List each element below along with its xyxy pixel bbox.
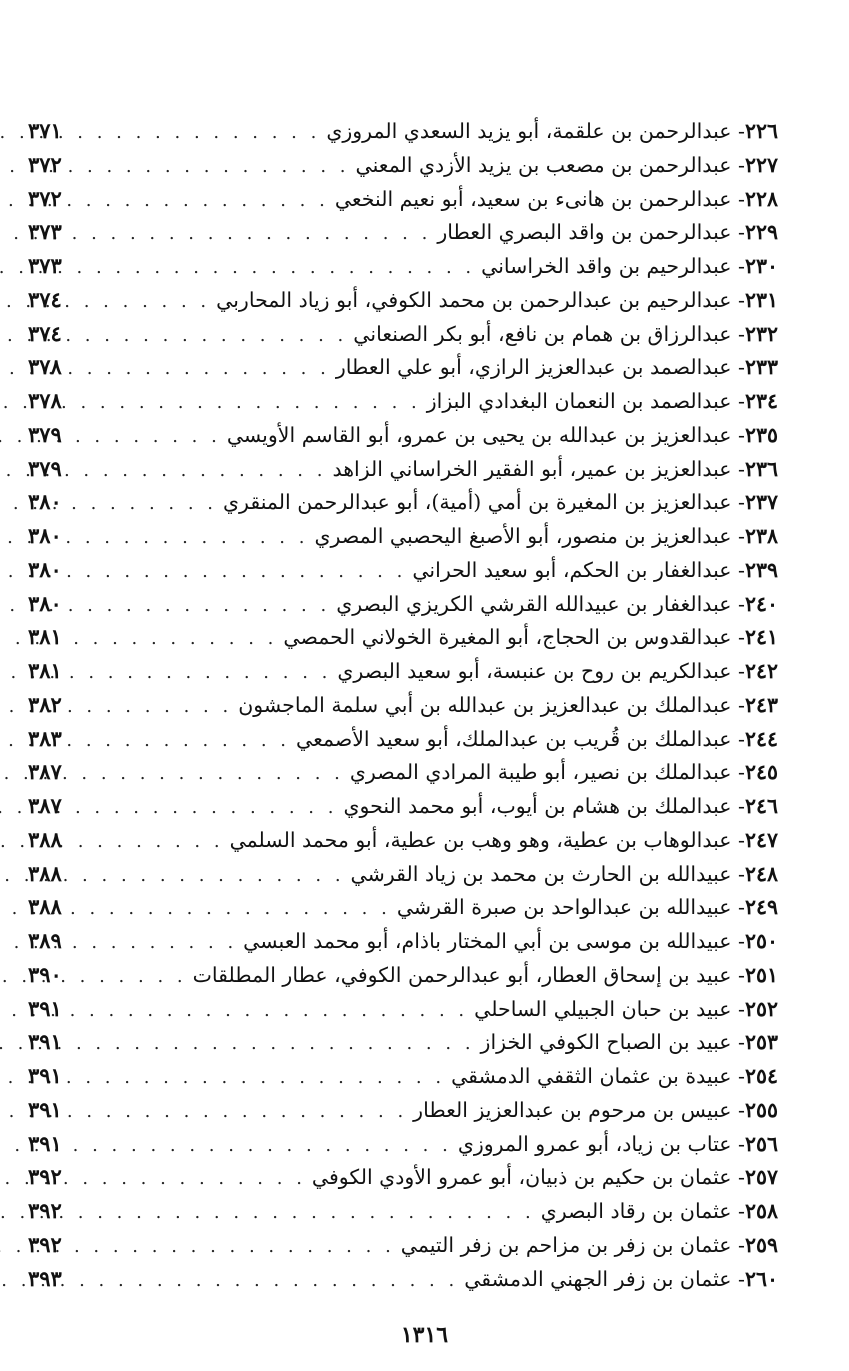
- dot-leader: [86, 892, 397, 926]
- entry-title: عثمان بن رقاد البصري: [540, 1199, 732, 1223]
- page-number: ٣٧٤: [28, 286, 62, 312]
- entry-title: عثمان بن زفر الجهني الدمشقي: [464, 1266, 732, 1291]
- dot-leader: [86, 184, 335, 218]
- entry-number: ٢٥١: [744, 962, 778, 987]
- toc-entry: ٢٢٦- عبدالرحمن بن علقمة، أبو يزيد السعدي المروزي: [326, 119, 778, 143]
- toc-row: [28, 857, 778, 891]
- entry-title: عبيدة بن عثمان الثقفي الدمشقي: [451, 1064, 732, 1088]
- toc-entry: ٢٥٧- عثمان بن حكيم بن ذبيان، أبو عمرو الأودي الكوفي: [311, 1165, 778, 1190]
- toc-entry: ٢٣٢- عبدالرزاق بن همام بن نافع، أبو بكر الصنعاني: [353, 321, 778, 346]
- entry-number: ٢٣٩: [744, 557, 778, 582]
- entry-title: عبدالصمد بن عبدالعزيز الرازي، أبو علي العطار: [335, 355, 732, 380]
- dot-leader: [86, 285, 216, 319]
- toc-row: [28, 1228, 778, 1262]
- toc-row: [28, 1194, 778, 1228]
- toc-row: [28, 722, 778, 756]
- dot-leader: [86, 487, 223, 521]
- page-number: ٣٧٢: [28, 185, 62, 211]
- entry-title: عبدالملك بن هشام بن أيوب، أبو محمد النحوي: [343, 794, 732, 818]
- toc-entry: ٢٥٦- عتاب بن زياد، أبو عمرو المروزي: [457, 1131, 778, 1156]
- page-number: ٣٩١: [28, 1063, 62, 1088]
- entry-title: عبدالقدوس بن الحجاج، أبو المغيرة الخولاني الحمصي: [283, 625, 732, 650]
- toc-entry: ٢٦٠- عثمان بن زفر الجهني الدمشقي: [464, 1266, 778, 1291]
- page-number: ٣٧٣: [28, 253, 62, 278]
- entry-number: ٢٤١: [744, 625, 778, 650]
- page-number: ٣٨٩: [28, 928, 62, 953]
- entry-number: ٢٥٦: [744, 1131, 778, 1156]
- toc-entry: ٢٣٥- عبدالعزيز بن عبدالله بن يحيى بن عمرو، أبو القاسم الأويسي: [226, 422, 778, 447]
- toc-entry: ٢٣٣- عبدالصمد بن عبدالعزيز الرازي، أبو علي العطار: [335, 355, 778, 380]
- page-number: ٣٩١: [28, 995, 62, 1021]
- toc-row: [28, 654, 778, 688]
- dot-leader: [86, 960, 193, 994]
- entry-number: ٢٣٦: [744, 456, 778, 481]
- entry-title: عبيد بن إسحاق العطار، أبو عبدالرحمن الكوفي، عطار المطلقات: [192, 962, 732, 987]
- entry-number: ٢٣٥: [744, 422, 778, 447]
- toc-row: [28, 249, 778, 283]
- page-number: ٣٩١: [28, 1096, 62, 1122]
- toc-row: [28, 215, 778, 249]
- toc-row: [28, 1025, 778, 1059]
- entry-number: ٢٣٨: [744, 524, 778, 548]
- entry-number: ٢٣٧: [744, 490, 778, 515]
- page-number: ٣٧٩: [28, 455, 62, 481]
- dot-leader: [86, 724, 296, 758]
- toc-row: [28, 1059, 778, 1093]
- dot-leader: [86, 791, 343, 825]
- page-number: ٣٩١: [28, 1029, 62, 1055]
- dot-leader: [86, 251, 481, 285]
- toc-row: [28, 384, 778, 418]
- entry-number: ٢٢٩: [744, 220, 778, 245]
- toc-entry: ٢٤٣- عبدالملك بن عبدالعزيز بن عبدالله بن أبي سلمة الماجشون: [238, 692, 778, 717]
- toc-entry: ٢٣٠- عبدالرحيم بن واقد الخراساني: [481, 254, 778, 278]
- toc-entry: ٢٥٤- عبيدة بن عثمان الثقفي الدمشقي: [451, 1064, 778, 1088]
- entry-number: ٢٤٣: [744, 692, 778, 717]
- dot-leader: [86, 150, 356, 184]
- page-number: ٣٨٠: [28, 523, 62, 548]
- entry-title: عتاب بن زياد، أبو عمرو المروزي: [457, 1131, 732, 1156]
- page-number: ٣٩٠: [28, 961, 62, 987]
- entry-title: عبدالرحمن بن واقد البصري العطار: [437, 220, 732, 245]
- entry-title: عثمان بن زفر بن مزاحم بن زفر التيمي: [400, 1232, 732, 1257]
- entry-title: عبدالعزيز بن المغيرة بن أمي (أمية)، أبو عبدالرحمن المنقري: [223, 490, 732, 515]
- dot-leader: [86, 217, 437, 251]
- entry-number: ٢٥٩: [744, 1232, 778, 1257]
- dot-leader: [86, 420, 227, 454]
- page-number: ٣٨٧: [28, 793, 62, 818]
- entry-number: ٢٥٤: [744, 1064, 778, 1088]
- toc-row: [28, 755, 778, 789]
- dot-leader: [86, 1162, 312, 1196]
- toc-entry: ٢٤٢- عبدالكريم بن روح بن عنبسة، أبو سعيد البصري: [337, 659, 778, 683]
- dot-leader: [86, 555, 412, 589]
- toc-row: [28, 1127, 778, 1161]
- toc-entry: ٢٥٨- عثمان بن رقاد البصري: [540, 1199, 778, 1223]
- entry-number: ٢٦٠: [744, 1266, 778, 1291]
- toc-row: [28, 924, 778, 958]
- toc-row: [28, 452, 778, 486]
- toc-row: [28, 992, 778, 1026]
- toc-row: [28, 317, 778, 351]
- page-number: ٣٨٨: [28, 860, 62, 886]
- toc-row: [28, 553, 778, 587]
- toc-entry: ٢٤٩- عبيدالله بن عبدالواحد بن صبرة القرشي: [396, 895, 778, 920]
- toc-entry: ٢٥٩- عثمان بن زفر بن مزاحم بن زفر التيمي: [400, 1232, 778, 1257]
- toc-entry: ٢٥٣- عبيد بن الصباح الكوفي الخزاز: [480, 1030, 778, 1055]
- page-number: ٣٨٠: [28, 489, 62, 515]
- toc-entry: ٢٤٤- عبدالملك بن قُريب بن عبدالملك، أبو سعيد الأصمعي: [296, 726, 778, 751]
- toc-row: [28, 283, 778, 317]
- dot-leader: [86, 926, 243, 960]
- toc-entry: ٢٥١- عبيد بن إسحاق العطار، أبو عبدالرحمن الكوفي، عطار المطلقات: [192, 962, 778, 987]
- toc-row: [28, 1160, 778, 1194]
- entry-number: ٢٢٧: [744, 152, 778, 177]
- toc-entry: ٢٢٧- عبدالرحمن بن مصعب بن يزيد الأزدي المعني: [355, 152, 778, 177]
- entry-number: ٢٣٤: [744, 389, 778, 413]
- page-number: ٣٨٣: [28, 725, 62, 751]
- dot-leader: [86, 454, 332, 488]
- dot-leader: [86, 116, 326, 150]
- dot-leader: [86, 521, 314, 555]
- toc-row: [28, 148, 778, 182]
- entry-title: عبدالصمد بن النعمان البغدادي البزاز: [426, 389, 732, 413]
- toc-row: [28, 418, 778, 452]
- entry-title: عبدالرزاق بن همام بن نافع، أبو بكر الصنعاني: [353, 321, 732, 346]
- entry-title: عبدالعزيز بن عمير، أبو الفقير الخراساني الزاهد: [332, 456, 732, 481]
- toc-row: [28, 688, 778, 722]
- dot-leader: [86, 656, 337, 690]
- entry-number: ٢٤٤: [744, 726, 778, 751]
- entry-number: ٢٤٠: [744, 591, 778, 616]
- dot-leader: [86, 757, 350, 791]
- entry-title: عبدالغفار بن الحكم، أبو سعيد الحراني: [412, 557, 732, 582]
- dot-leader: [86, 1230, 401, 1264]
- page-number: ٣٩٢: [28, 1198, 62, 1223]
- entry-title: عبدالكريم بن روح بن عنبسة، أبو سعيد البصري: [337, 659, 732, 683]
- page-number: ٣٩١: [28, 1130, 62, 1156]
- page-number: ٣٧٢: [28, 151, 62, 177]
- page-number: ٣٩٢: [28, 1164, 62, 1190]
- entry-number: ٢٤٦: [744, 794, 778, 818]
- entry-number: ٢٤٩: [744, 895, 778, 920]
- page-folio: ١٣١٦: [400, 1322, 449, 1348]
- page-number: ٣٧١: [28, 118, 62, 143]
- dot-leader: [86, 1264, 464, 1298]
- page-number: ٣٧٨: [28, 388, 62, 413]
- dot-leader: [86, 352, 336, 386]
- dot-leader: [86, 1027, 481, 1061]
- toc-entry: ٢٢٨- عبدالرحمن بن هانىء بن سعيد، أبو نعيم النخعي: [334, 186, 778, 211]
- dot-leader: [86, 622, 283, 656]
- dot-leader: [86, 1196, 541, 1230]
- dot-leader: [86, 589, 336, 623]
- page-number: ٣٧٤: [28, 320, 62, 346]
- entry-title: عبدالملك بن نصير، أبو طيبة المرادي المصري: [349, 760, 732, 785]
- dot-leader: [86, 994, 474, 1028]
- entry-number: ٢٣٢: [744, 321, 778, 346]
- entry-number: ٢٤٢: [744, 659, 778, 683]
- entry-number: ٢٣٠: [744, 254, 778, 278]
- toc-entry: ٢٤٨- عبيدالله بن الحارث بن محمد بن زياد القرشي: [350, 861, 778, 886]
- page-number: ٣٩٣: [28, 1265, 62, 1291]
- toc-row: [28, 789, 778, 823]
- entry-number: ٢٤٨: [744, 861, 778, 886]
- entry-number: ٢٤٧: [744, 827, 778, 852]
- entry-title: عبدالعزيز بن عبدالله بن يحيى بن عمرو، أبو القاسم الأويسي: [226, 422, 732, 447]
- toc-entry: ٢٣١- عبدالرحيم بن عبدالرحمن بن محمد الكوفي، أبو زياد المحاربي: [216, 287, 778, 312]
- page-number: ٣٩٢: [28, 1231, 62, 1257]
- toc-row: [28, 519, 778, 553]
- table-of-contents: [28, 114, 778, 1295]
- toc-row: [28, 350, 778, 384]
- entry-title: عبيدالله بن الحارث بن محمد بن زياد القرشي: [350, 861, 732, 886]
- toc-row: [28, 823, 778, 857]
- entry-title: عبدالعزيز بن منصور، أبو الأصبغ اليحصبي المصري: [314, 524, 732, 548]
- toc-row: [28, 1093, 778, 1127]
- page-number: ٣٨٨: [28, 894, 62, 920]
- toc-entry: ٢٣٧- عبدالعزيز بن المغيرة بن أمي (أمية)، أبو عبدالرحمن المنقري: [223, 490, 778, 515]
- dot-leader: [86, 1129, 458, 1163]
- entry-number: ٢٢٨: [744, 186, 778, 211]
- toc-row: [28, 485, 778, 519]
- toc-entry: ٢٥٢- عبيد بن حبان الجبيلي الساحلي: [474, 996, 778, 1021]
- page-number: ٣٨٠: [28, 556, 62, 582]
- page-number: ٣٨٧: [28, 759, 62, 785]
- toc-entry: ٢٣٦- عبدالعزيز بن عمير، أبو الفقير الخراساني الزاهد: [332, 456, 778, 481]
- entry-number: ٢٥٠: [744, 929, 778, 953]
- toc-row: [28, 587, 778, 621]
- dot-leader: [86, 1095, 413, 1129]
- page-number: ٣٧٨: [28, 354, 62, 380]
- dot-leader: [86, 1061, 451, 1095]
- toc-entry: ٢٤٧- عبدالوهاب بن عطية، وهو وهب بن عطية، أبو محمد السلمي: [229, 827, 778, 852]
- toc-entry: ٢٤٦- عبدالملك بن هشام بن أيوب، أبو محمد النحوي: [343, 794, 778, 818]
- entry-title: عبدالملك بن قُريب بن عبدالملك، أبو سعيد الأصمعي: [296, 726, 732, 751]
- entry-number: ٢٤٥: [744, 760, 778, 785]
- page-number: ٣٨٨: [28, 826, 62, 852]
- entry-title: عبدالرحمن بن علقمة، أبو يزيد السعدي المروزي: [326, 119, 732, 143]
- entry-title: عبيد بن حبان الجبيلي الساحلي: [474, 996, 732, 1021]
- toc-entry: ٢٣٨- عبدالعزيز بن منصور، أبو الأصبغ اليحصبي المصري: [314, 524, 778, 548]
- toc-entry: ٢٤٠- عبدالغفار بن عبيدالله القرشي الكريزي البصري: [336, 591, 778, 616]
- page-number: ٣٨١: [28, 624, 62, 650]
- toc-row: [28, 114, 778, 148]
- entry-title: عبيس بن مرحوم بن عبدالعزيز العطار: [413, 1097, 732, 1122]
- page-number: ٣٨٠: [28, 590, 62, 616]
- entry-title: عبدالرحيم بن واقد الخراساني: [481, 254, 732, 278]
- toc-entry: ٢٤٥- عبدالملك بن نصير، أبو طيبة المرادي المصري: [349, 760, 778, 785]
- toc-entry: ٢٣٤- عبدالصمد بن النعمان البغدادي البزاز: [426, 389, 778, 413]
- entry-number: ٢٥٣: [744, 1030, 778, 1055]
- entry-title: عبدالرحمن بن هانىء بن سعيد، أبو نعيم النخعي: [334, 186, 732, 211]
- toc-entry: ٢٤١- عبدالقدوس بن الحجاج، أبو المغيرة الخولاني الحمصي: [283, 625, 778, 650]
- entry-title: عبيدالله بن عبدالواحد بن صبرة القرشي: [396, 895, 732, 920]
- page-number: ٣٨١: [28, 658, 62, 683]
- dot-leader: [86, 690, 238, 724]
- entry-title: عبدالوهاب بن عطية، وهو وهب بن عطية، أبو محمد السلمي: [229, 827, 732, 852]
- toc-entry: ٢٥٠- عبيدالله بن موسى بن أبي المختار باذام، أبو محمد العبسي: [243, 929, 778, 953]
- page-number: ٣٨٢: [28, 691, 62, 717]
- toc-row: [28, 182, 778, 216]
- entry-title: عبدالملك بن عبدالعزيز بن عبدالله بن أبي سلمة الماجشون: [238, 692, 732, 717]
- page-number: ٣٧٣: [28, 219, 62, 245]
- toc-entry: ٢٥٥- عبيس بن مرحوم بن عبدالعزيز العطار: [413, 1097, 778, 1122]
- entry-number: ٢٥٧: [744, 1165, 778, 1190]
- entry-number: ٢٣٣: [744, 355, 778, 380]
- dot-leader: [86, 859, 351, 893]
- toc-entry: ٢٢٩- عبدالرحمن بن واقد البصري العطار: [437, 220, 778, 245]
- toc-row: [28, 620, 778, 654]
- entry-number: ٢٥٨: [744, 1199, 778, 1223]
- page-number: ٣٧٩: [28, 421, 62, 447]
- entry-number: ٢٣١: [744, 287, 778, 312]
- dot-leader: [86, 319, 353, 353]
- entry-number: ٢٥٢: [744, 996, 778, 1021]
- entry-number: ٢٢٦: [744, 119, 778, 143]
- entry-title: عبدالغفار بن عبيدالله القرشي الكريزي البصري: [336, 591, 732, 616]
- toc-entry: ٢٣٩- عبدالغفار بن الحكم، أبو سعيد الحراني: [412, 557, 778, 582]
- dot-leader: [86, 825, 230, 859]
- entry-title: عثمان بن حكيم بن ذبيان، أبو عمرو الأودي الكوفي: [311, 1165, 732, 1190]
- toc-row: [28, 890, 778, 924]
- entry-title: عبيدالله بن موسى بن أبي المختار باذام، أبو محمد العبسي: [243, 929, 732, 953]
- dot-leader: [86, 386, 427, 420]
- entry-title: عبيد بن الصباح الكوفي الخزاز: [480, 1030, 732, 1055]
- entry-title: عبدالرحمن بن مصعب بن يزيد الأزدي المعني: [355, 152, 732, 177]
- toc-row: [28, 958, 778, 992]
- toc-row: [28, 1262, 778, 1296]
- entry-number: ٢٥٥: [744, 1097, 778, 1122]
- entry-title: عبدالرحيم بن عبدالرحمن بن محمد الكوفي، أبو زياد المحاربي: [216, 287, 732, 312]
